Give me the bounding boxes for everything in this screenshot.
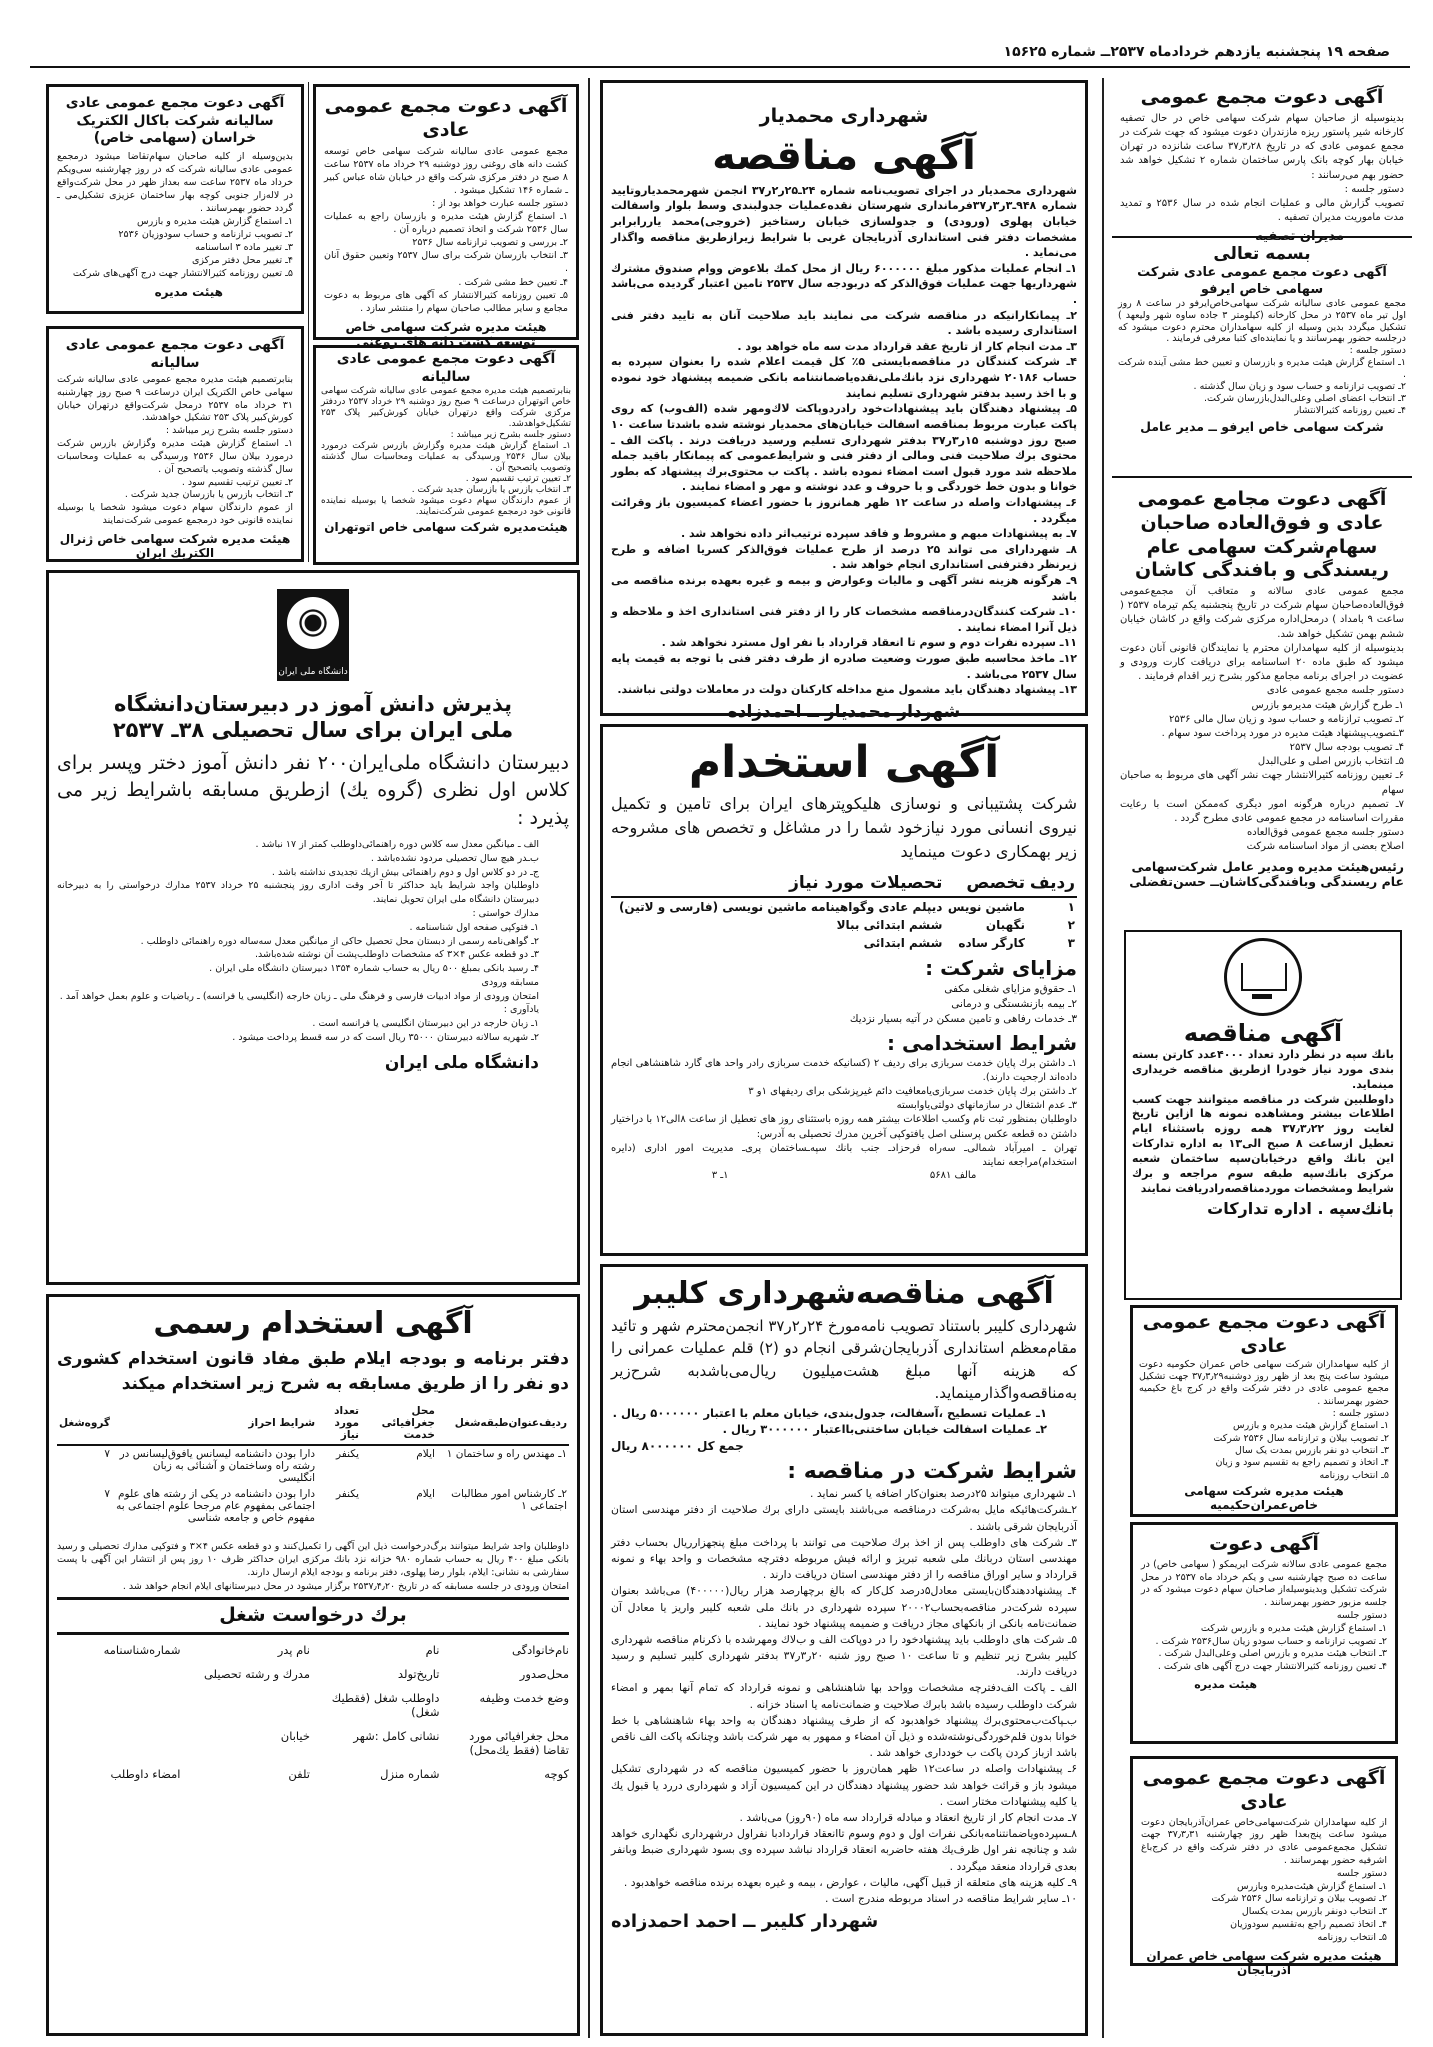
table-cell: ۱ [1067,900,1075,914]
ad-paragraph: ۷ـ به پیشنهادات مبهم و مشروط و فاقد سپرده ترتیب‌اثر داده نخواهد شد . [681,527,1077,541]
column-divider [1102,78,1104,2038]
ad-signature: دانشگاه ملی ایران [384,1052,539,1073]
condition-item: ۷ـ مدت انجام کار از تاریخ انعقاد و مبادله قرارداد سه ماه (۹۰روز) می‌باشد . [739,1810,1077,1824]
ad-omran-azarbaijan-assembly [1130,1756,1398,1977]
ad-number: ۱ـ ۳ [711,1170,729,1182]
ad-body [324,145,568,315]
ad-national-university-admission [46,570,580,1285]
ad-paragraph: دستور جلسه : [1332,1407,1389,1419]
form-field-label: تاریخ‌تولد [397,1667,440,1682]
ad-body [321,386,571,518]
ad-body [611,1405,1077,1438]
ad-signature: رئیس‌هیئت مدیره ومدیر عامل شرکت‌سهامی عام ریسندگی وبافندگی‌کاشان‌ــ حسن‌تفضلی [1129,858,1404,889]
page-dateline: صفحه ۱۹ پنجشنبه یازدهم خردادماه ۲۵۳۷ــ شماره ۱۵۶۲۵ [1003,44,1390,60]
ad-paragraph: ۱۳ـ پیشنهاد دهندگان باید مشمول منع مداخله کارکنان دولت در معاملات دولتی نباشند. [617,683,1077,697]
table-cell: ۷ [104,1447,111,1460]
ad-paragraph: بنابرتصمیم هیئت مدیره مجمع عمومی عادی سالیانه شرکت سهامی خاص الکتریک ایران درساعت ۹ صبح روز چهارشنبه ۳۱ خرداد ماه ۲۵۳۷ درمحل شرکت‌واقع درتهران خیابان کورش‌کبیر پلاک ۲۵۳ تشکیل خواهدشد. [57,374,293,424]
ad-paragraph: ۳ـ انتخاب اعضای اصلی وعلی‌البدل‌بازرسان شرکت. [1204,392,1406,404]
divider [57,1597,569,1600]
column-header: تعداد مورد نیاز [317,1402,361,1445]
jobs-table [611,870,1077,952]
ad-paragraph: ۳ـ انتخاب هیئت مدیره و بازرس اصلی وعلی‌البدل شرکت . [1158,1648,1387,1660]
form-field-label: داوطلب شغل (فقطیك شغل) [331,1691,440,1720]
ad-paragraph: بدین‌وسیله از کلیه صاحبان سهام‌تقاضا میشود درمجمع عمومی عادی سالیانه شرکت که در روز چهارشنبه سی‌ویکم خرداد ماه ۲۵۳۷ ساعت سه بعداز ظهر در محل شرکت‌واقع در لاله‌زار جنوبی کوچه بهار ساختمان عزیزی تشکیل‌می ـ گردد حضور بهمرسانند . [57,150,294,214]
ad-paragraph: ۵ـ انتخاب بازرس اصلی و علی‌البدل [1257,756,1404,768]
condition-item: ۳ـ عدم اشتغال در سازمانهای دولتی‌یاوابسته [896,1100,1077,1112]
condition-item: ۲ـ داشتن برك پایان خدمت سربازی‌یامعافیت دائم غیرپزشکی برای ردیفهای ۱و ۳ [748,1086,1077,1098]
column-header: تخصص [944,870,1027,897]
ad-paragraph: ۳ـ انتخاب دونفر بازرس بمدت یکسال [1241,1906,1387,1918]
ad-paragraph: از عموم دارندگان سهام دعوت میشود شخصا یا بوسیله نماینده قانونی خود درمجمع عمومی شرکت‌نمایند [57,502,293,526]
ad-paragraph: مجمع عمومی عادی سالانه شرکت ایریمکو ( سهامی خاص) در ساعت ده صبح چهارشنبه سی و یکم خرداد ماه ۲۵۳۷ در محل شرکت تشکیل وبدینوسیله‌از صاحبان سهام دعوت میشود که در جلسه مزبور حضور بهمرسانند . [1141,1558,1387,1609]
ad-paragraph: ۴ـ شرکت کنندگان در مناقصه‌بایستی ۵٪ کل قیمت اعلام شده را بعنوان سپرده به حساب ۲۰۱۸۶ شهرداری نزد بانك‌ملی‌نقده‌یاضمانتنامه بانکی ضمیمه پیشنهاد خود نموده و با اخذ رسید بدفتر شهرداری تسلیم نمایند [611,355,1078,400]
form-field-label: نام [425,1643,440,1658]
ad-body [1118,298,1406,417]
ad-body [57,150,293,281]
ad-paragraph: ۱۱ـ سپرده نفرات دوم و سوم تا انعقاد قرارداد با نفر اول مسترد نخواهد شد . [661,636,1077,650]
ad-paragraph: از کلیه سهامداران شرکت‌سهامی‌خاص عمران‌آذربایجان دعوت میشود ساعت پنج‌بعدا ظهر روز چهارشنبه ۳۷٫۳٫۳۱ جهت تشکیل مجمع‌عمومی عادی در دفتر شرکت واقع در کرج‌باغ اشرفیه حضور بهمرسانند . [1141,1816,1388,1866]
ad-paragraph: داوطلبان واجد شرایط میتوانند برگ‌درخواست ذیل این آگهی را تکمیل‌کنند و دو قطعه عکس ۴×۳ و فتوکپی مدارك تحصیلی و رسید بانکی مبلغ ۴۰۰ ریال به حساب شماره ۹۸۰ خزانه نزد بانك مرکزی ایران حداکثر ظرف ۱۰ روز پس از انتشار این آگهی با پست سفارشی به نشانی: ایلام، بلوار رضا پهلوی، دفتر برنامه و بودجه ایلام ارسال دارند. [57,1540,570,1579]
column-divider [308,82,309,562]
ad-paragraph: ۱ـ استماع گزارش هیئت مدیره و بازرس شرکت [1200,1622,1387,1634]
ad-title: آگهی دعوت مجمع عمومی عادی [1142,1767,1386,1813]
ad-paragraph: امتحان ورودی در جلسه مسابقه که در تاریخ ۲۵۳۷٫۴٫۲۰ برگزار میشود در محل دبیرستانهای ایلام انجام خواهد شد . [122,1580,569,1592]
flower-emblem-icon [287,597,339,649]
application-form [57,1643,569,1781]
ad-paragraph: ۱ـ استماع گزارش هیئت مدیره و بازرسان و تعیین خط مشی آینده شرکت . [1118,357,1406,380]
ad-paragraph: ۲ـ پیمانکارانیکه در مناقصه شرکت می نمایند باید صلاحیت آنان به تایید دفتر فنی استانداری رسیده باشد . [611,308,1077,338]
condition-item: ۵ـ شرکت های داوطلب باید پیشنهادخود را در دوپاکت الف و ب‌لاك ومهرشده با ذکرنام مناقصه شهرداری کلیبر بشرح زیر تنظیم و تا ساعت ۱۰ صبح روز شنبه ۲۰ر۳ر۳۷ بدفتر شهرداری کلیبر تسلیم و رسید دریافت دارند. [611,1632,1078,1679]
ad-paragraph: ۳ـ تغییر ماده ۳ اساسنامه [195,242,293,254]
table-cell: ۲ـ کارشناس امور مطالبات اجتماعی ۱ [451,1487,567,1512]
ad-bank-sepah-tender [1124,930,1402,1300]
ad-paragraph: ۱ـ استماع گزارش هیئت مدیره و بازرسان راجع به عملیات سال ۲۵۳۶ شرکت و اتخاذ تصمیم درباره آن . [324,211,568,236]
table-row [611,916,1077,934]
ad-pretitle: بسمه تعالی [1213,244,1311,264]
ad-signature: بانك‌سپه . اداره تدارکات [1207,1199,1394,1219]
ad-paragraph: ۲ـ تصویب بیلان و ترازنامه سال ۲۵۳۶ شرکت [1211,1893,1387,1905]
ad-title: آگهی دعوت مجمع عمومی عادی سالیانه [65,337,285,371]
ad-paragraph: ۳ـ دو قطعه عکس ۴×۳ که مشخصات داوطلب‌پشت آن نوشته شده‌باشد. [255,949,539,961]
ad-paragraph: ۴ـ رسید بانکی بمبلغ ۵۰۰ ریال به حساب شماره ۱۳۵۴ دبیرستان دانشگاه ملی ایران . [209,963,539,975]
ad-paragraph: ۳ـ مدت انجام کار از تاریخ عقد قرارداد مدت سه ماه خواهد بود . [737,339,1077,353]
condition-item: داوطلبان بمنظور ثبت نام وکسب اطلاعات بیشتر همه روزه باستثنای روز های تعطیل از ساعت ۸الی۱۲ با دراختیار داشتن ده قطعه عکس پرسنلی اصل یافتوکپی آخرین مدرك تحصیلی به آدرس: [611,1114,1077,1140]
ad-paragraph: ۵ـ تعیین روزنامه کثیرالانتشار که آگهی های مربوط به دعوت مجامع و سایر مطالب صاحبان سهام را منتشر سازد . [324,289,568,314]
ad-paragraph: مدارك خواستی : [472,907,539,919]
form-field-label: نام‌خانوادگی [512,1643,569,1658]
work-item: ۲ـ عملیات اسفالت خیابان ساختنی‌بااعتبار ۳۰۰۰۰۰۰ ریال . [722,1422,1047,1437]
benefit-item: ۳ـ خدمات رفاهی و تامین مسکن در آتیه بسیار نزدیك [849,1012,1077,1025]
ad-title: آگهی دعوت مجمع عمومی [1140,86,1384,108]
table-row [611,934,1077,952]
ad-body [1120,585,1404,855]
table-cell: ششم ابتدائی ببالا [836,918,943,932]
ad-paragraph: ۱ـ فتوکپی صفحه اول شناسنامه . [409,921,539,933]
ad-paragraph: ۱ـ استماع گزارش هیئت مدیره وگزارش بازرس شرکت درمورد بیلان سال ۲۵۳۶ ورسیدگی به عملیات ومحاسبات سال گذشته وتصویب یاتصحیح آن . [57,438,294,475]
ad-omran-hakimieh-assembly [1130,1305,1398,1517]
ad-signature: مدیران تصفیه [1255,229,1344,245]
ad-body [1141,1559,1387,1674]
ad-paragraph: ۱۲ـ ماخذ محاسبه طبق صورت وضعیت صادره از طرف دفتر فنی با توجه به قیمت پایه سال ۲۵۳۷ می‌باشد . [611,652,1077,681]
table-cell: ۲ [1067,918,1075,932]
ad-paragraph: شهرداری محمدیار در اجرای تصویب‌نامه شماره ۲۴ـ۲۵ر۲ر۳۷ انجمن شهرمحمدیاروتایید شماره ۹۴۸ـ۳ر۳ر۳۷فرمانداری شهرستان نقده‌عملیات جدولبندی وسط بلوار واسفالت خیابان پهلوی (ورودی) و جدولسازی خیابان رستاخیز (خروجی)محمد یاررابرابر مشخصات دفتر فنی استانداری آذربایجان غربی با شرایط زیرازطریق مناقصه واگذار می‌نماید . [611,183,1078,260]
ad-paragraph: ۵ـ انتخاب روزنامه [1319,1469,1389,1481]
ad-irfo-general-assembly [1112,241,1412,478]
ad-paragraph: ۵ـ پیشنهاد دهندگان باید پیشنهادات‌خود رادردوپاکت لاك‌ومهر شده (الف‌وب) که روی پاکت عبارت مربوط بمناقصه اسفالت خیابان‌های محمدیار نوشته شده باشدتا ساعت ۱۰ صبح روز دوشنبه ۱۵ر۳ر۳۷ بدفتر شهرداری تسلیم ورسید دریافت درند . پاکت الف ـ محتوی برك صلاحیت فنی ومالی از دفتر فنی و شرایط‌عمومی که پیمانکار باقید جمله ملاحظه شد مورد قبول است امضاء نموده باشد . پاکت ب محتوی‌برك پیشنهاد که بطور خوانا و بدون خط خوردگی و با حروف و عدد نوشته و مهر و امضاء نمایند . [611,402,1077,494]
ad-paragraph: ۲ـ بررسی و تصویب ترازنامه سال ۲۵۳۶ [412,237,568,249]
form-field-label: تلفن [288,1767,310,1782]
table-cell: ایلام [416,1447,435,1460]
column-header: شرایط احراز [112,1402,317,1445]
form-field-label: شماره‌شناسنامه [103,1643,181,1658]
table-cell: ششم ابتدائی [863,936,943,950]
ad-paragraph: ۴ـ تعیین خط مشی شرکت . [458,276,568,288]
ad-paragraph: ۲ـ تصویب ترازنامه و حساب سودو زیان سال۲۵۳۶ شرکت . [1155,1635,1387,1647]
ad-title: آگهی دعوت مجمع عمومی عادی سالیانه [336,351,556,385]
bank-sepah-emblem-icon [1224,938,1302,1016]
condition-item: ۲ـشرکت‌هائیکه مایل به‌شرکت درمناقصه می‌باشند بایستی دارای برك صلاحیت از دفتر مهندسی استان آذربایجان شرقی باشند . [611,1503,1077,1533]
ad-paragraph: دستور جلسه مجمع عمومی عادی [1266,685,1404,697]
ad-paragraph: دستور جلسه بشرح زیر میباشد : [165,425,293,437]
ad-paragraph: بانك سپه در نظر دارد تعداد ۴۰۰۰عدد کارتن بسته بندی مورد نیاز خودرا ازطریق مناقصه خریداری مینماید. [1132,1048,1395,1091]
ad-paragraph: ۴ـ تعیین روزنامه کثیرالانتشار جهت درج آگهی های شرکت . [1157,1661,1387,1673]
ad-paragraph: ۳ـ انتخاب بازرس یا بازرسان جدید شرکت . [124,489,293,501]
ad-paragraph: داوطلبین شرکت در مناقصه میتوانند جهت کسب اطلاعات بیشتر ومشاهده نمونه ها ازاین تاریخ لغایت روز ۳۷٫۳٫۲۲ همه روزه باستثناء ایام تعطیل ازساعت ۸ صبح الی۱۳ به اداره تدارکات این بانك واقع درخیابان‌سپه ساختمان شعبه مرکزی بانك‌سپه طبقه سوم مراجعه و برك شرایط ومشخصات موردمناقصه‌رادریافت نمایند [1132,1092,1394,1195]
table-cell: یکنفر [336,1447,359,1460]
ad-paragraph: ۱ـ استماع گزارش هیئت مدیره و بازرس [136,216,293,228]
ad-intro: دبیرستان دانشگاه ملی‌ایران۲۰۰ نفر دانش آموز دختر وپسر برای کلاس اول نظری (گروه یك) ازطریق مسابقه باشرایط زیر می پذیرد : [57,751,569,829]
ad-paragraph: ج‌ـ در دو کلاس اول و دوم راهنمائی بیش ازیك تجدیدی نداشته باشد . [271,866,539,878]
condition-item: الف ـ پاکت الف‌دفترچه مشخصات وواحد بها شاهنشاهی و نمونه قرارداد که تمام آنها بمهر و امضاء شرکت داوطلب رسیده باشد بابرك صلاحیت و ضمانت‌نامه یا اسناد خزانه . [611,1681,1077,1711]
column-header: گروه‌شغل [57,1402,112,1445]
ad-paragraph: بدینوسیله از کلیه سهامداران محترم یا نمایندگان قانونی آنان دعوت میشود که طبق ماده ۲۰ اساسنامه برای دریافت کارت ورودی و عضویت در اجرای برنامه مجامع مذکور بشرح زیر اقدام فرمایند . [1120,642,1405,683]
condition-item: ۱ـ داشتن برك پایان خدمت سربازی برای ردیف ۲ (کسانیکه خدمت سربازی رادر واحد های گارد شاهنشاهی انجام داده‌اند ارجحیت دارند). [611,1057,1077,1083]
ad-signature: هیئت مدیره شرکت سهامی خاص توسعه کشت دانه های روغنی [345,318,547,349]
application-form-title: برك درخواست شغل [219,1604,407,1627]
logo-text: دانشگاه ملی ایران [278,667,348,677]
ad-paragraph: ۲ـ تعیین ترتیب تقسیم سود . [465,473,571,484]
ad-paragraph: ۳ـ انتخاب دو نفر بازرس بمدت یک سال [1235,1444,1389,1456]
ad-paragraph: مسابقه ورودی [481,976,539,988]
ad-paragraph: مجمع عمومی عادی سالانه و متعاقب آن مجمع‌عمومی فوق‌العاده‌صاحبان سهام شرکت در تاریخ پنجشنبه یکم تیرماه ۲۵۳۷ ( ساعت ۹ بامداد ) درمحل‌اداره مرکزی شرکت واقع در کاشان خیابان ششم بهمن تشکیل خواهد شد. [1120,586,1404,640]
ad-body [57,374,293,528]
ad-paragraph: دستور جلسه : [1349,345,1406,357]
ad-kashan-textile-assembly [1112,480,1412,922]
ad-paragraph: دستور جلسه بشرح زیر میباشد : [450,429,571,440]
conditions-heading: شرایط شرکت در مناقصه : [787,1459,1077,1485]
national-university-logo [277,589,349,681]
table-cell: ۱ـ مهندس راه و ساختمان ۱ [446,1447,567,1460]
ad-mohammadyar-tender [600,80,1088,722]
ad-title: آگهی استخدام [688,737,1000,788]
form-field-label: محل جغرافیائی مورد تقاضا (فقط یك‌محل) [469,1729,569,1758]
form-field-label [187,1691,311,1719]
ad-paragraph: از عموم دارندگان سهام دعوت میشود شخصا یا بوسیله نماینده قانونی خود درمجمع عمومی شرکت‌نمایند. [321,495,571,517]
ad-body [1120,112,1404,226]
benefit-item: ۱ـ حقوق‌و مزایای شغلی مکفی [944,983,1077,995]
ad-paragraph: ۴ـ تغییر محل دفتر مرکزی [192,255,293,267]
ad-signature: هیئت مدیره [1194,1678,1257,1692]
ad-helicopter-employment [600,724,1088,1256]
ad-body [57,1540,569,1594]
condition-item: ب‌ـپاکت‌ب‌محتوی‌برك پیشنهاد خواهدبود که از طرف پیشنهاد دهندگان به واحد بهاء شاهنشاهی با خط خوانا بدون قلم‌خوردگی‌نوشته‌شده و ذیل آن امضاء و ممهور به مهر شرکت باشد وچنانکه پاکت الف ناقص باشد ازباز کردن پاکت ب خودداری خواهد شد . [611,1713,1077,1760]
column-header: ردیف‌عنوان‌طبقه‌شغل [437,1402,569,1445]
ad-paragraph: دستور جلسه [1336,1867,1387,1879]
ad-paragraph: ۵ـ انتخاب روزنامه [1317,1931,1387,1943]
condition-item: ۱ـ شهرداری میتواند ۲۵درصد بعنوان‌کار اضافه یا کسر نماید . [809,1487,1077,1501]
ad-paragraph: دستور جلسه عبارت خواهد بود از : [432,197,568,209]
positions-table [57,1402,569,1526]
table-cell: ۳ [1067,936,1075,950]
table-header-row [57,1402,569,1445]
column-header: محل جغرافیائی خدمت [361,1402,437,1445]
ad-paragraph: الف ـ میانگین معدل سه کلاس دوره راهنمائی‌داوطلب کمتر از ۱۷ نباشد . [255,839,539,851]
ad-intro: دفتر برنامه و بودجه ایلام طبق مفاد قانون استخدام کشوری دو نفر را از طریق مسابقه به شرح زیر استخدام میکند [57,1348,569,1394]
ad-paragraph: ۳ـ انتخاب بازرسان شرکت برای سال ۲۵۳۷ وتعیین حقوق آنان . [324,250,568,275]
ad-paragraph: ۵ـ تعیین روزنامه کثیرالانتشار جهت درج آگهی‌های شرکت [72,268,293,280]
ad-signature: هیئت مدیره شرکت سهامی خاص‌عمران‌حکیمیه [1184,1483,1344,1512]
ad-paragraph: ۴ـ اتخاذ و تصمیم راجع به تقسیم سود و زیان [1215,1457,1389,1469]
ad-body [611,982,1077,1027]
masthead [30,44,1410,68]
ad-signature: هیئت مدیره شرکت سهامی خاص عمران آذربایجان [1146,1948,1382,1977]
ad-general-electric-assembly [46,326,304,562]
ad-paragraph: ۴ـ تعیین روزنامه کثیرالانتشار [1294,404,1406,416]
ad-paragraph: ۱ـ استماع گزارش هیئت مدیره و بازرس [1232,1420,1389,1432]
ad-paragraph: دستور جلسه [1336,1610,1387,1621]
ad-signature: هیئت مدیره [154,284,223,299]
ad-paragraph: مجمع عمومی عادی سالیانه شرکت سهامی خاص توسعه کشت دانه های روغنی روز دوشنبه ۲۹ خرداد ماه ۲۵۳۷ ساعت ۸ صبح در دفتر مرکزی شرکت واقع در خیابان شاه عباس کبیر ـ شماره ۱۴۶ تشکیل میشود . [324,145,569,196]
condition-item: ۴ـ پیشنهاددهندگان‌بایستی معادل۵درصد کل‌کار که بالغ برچهارصد هزار ریال(۴۰۰۰۰۰) می‌باشد بعنوان سپرده شرکت‌در مناقصه‌بحساب۲۰۰۰۲ سپرده شهرداری در بانك ملی شعبه کلیبر واریز یا معادل آن ضمانت‌نامه بانکی از بانکهای مجاز دریافت و ضمیمه پیشنهاد خود نمایند . [611,1584,1078,1630]
ad-autotehran-assembly [313,345,579,565]
ad-paragraph: ۱ـ استماع گزارش هیئت‌مدیره وبازرس [1237,1880,1387,1892]
ad-body [611,1486,1077,1907]
ad-oilseeds-assembly [313,84,579,349]
ad-body [611,1057,1077,1171]
ad-title: آگهی دعوت مجامع عمومی عادی و فوق‌العاده صاحبان سهام‌شرکت سهامی عام ریسندگی و بافندگی کاشان [1135,488,1389,582]
ad-title: آگهی مناقصه [712,132,976,179]
ad-paragraph: دستور جلسه مجمع عمومی فوق‌العاده [1247,827,1404,839]
ad-paragraph: ۱۰ـ شرکت کنندگان‌درمناقصه مشخصات کار را از دفتر فنی استانداری اخذ و ملاحظه و ذیل آنرا امضاء نمایند . [611,605,1077,634]
ad-title: آگهی دعوت [1209,1533,1319,1555]
ad-intro: شهرداری کلیبر باستناد تصویب نامه‌مورخ ۲۴ر۲ر۳۷ انجمن‌محترم شهر و تائید مقام‌معظم استانداری آذربایجان‌شرقی انجام دو (۲) قلم عملیات عمرانی را که هزینه آنها مبلغ هشت‌میلیون ریال‌می‌باشدبه شرح‌زیر به‌مناقصه‌واگذارمینماید. [611,1316,1077,1402]
ad-paragraph: ۲ـ تصویب ترازنامه و حساب سود و زیان سال مالی ۲۵۳۶ [1169,713,1404,725]
table-cell: ایلام [416,1487,435,1500]
form-field-label: امضاء داوطلب [110,1767,181,1782]
condition-item: ۱۰ـ سایر شرایط مناقصه در اسناد مربوطه مندرج است . [825,1891,1077,1905]
ad-body [1139,1359,1389,1482]
form-field-label: کوچه [544,1767,569,1782]
ad-signature: شرکت سهامی خاص ایرفو ــ مدیر عامل [1140,418,1384,434]
condition-item: تهران ـ امیرآباد شمالی‌ـ سه‌راه فرحزادـ جنب بانك سپه‌ـساختمان پری‌ـ مدیریت امور اداری (دایره استخدام)مراجعه نمایند [611,1142,1077,1169]
table-header-row [611,870,1077,897]
ad-title: آگهی دعوت مجمع عمومی عادی شرکت سهامی خاص ایرفو [1137,265,1387,297]
form-field-label: خیابان [280,1729,310,1744]
column-divider [588,78,590,2038]
ad-paragraph: ۴ـ اتخاذ تصمیم راجع به‌تقسیم سودوزیان [1230,1919,1387,1930]
form-field-label: وضع خدمت وظیفه [479,1691,569,1706]
ad-paragraph: بدینوسیله از صاحبان سهام شرکت سهامی خاص در حال تصفیه کارخانه شیر پاستور ریزه مازندران دعوت میشود که جهت شرکت در مجمع عمومی عادی که در تاریخ ۳۷٫۳٫۲۸ ساعت شانزده در تهران خیابان بهار کوچه بانک پارس ساختمان شماره ۲ تشکیل خواهد شد حضور بهم می‌رسانند : [1120,112,1404,181]
form-field-label [57,1691,181,1719]
ad-paragraph: امتحان ورودی از مواد ادبیات فارسی و فرهنگ ملی ـ زبان خارجه (انگلیسی یا فرانسه) ـ ریاضیات و علوم بعمل خواهد آمد . [59,990,539,1002]
ad-paragraph: ۶ـ تعیین روزنامه کثیرالانتشار جهت نشر آگهی های مربوط به صاحبان سهام [1120,770,1404,796]
ad-title: آگهی دعوت مجمع عمومی عادی [1142,1311,1386,1357]
ad-paragraph: ۲ـ گواهی‌نامه رسمی از دبستان محل تحصیل حاکی از میانگین معدل سه‌ساله دوره راهنمائی داوطلب . [140,935,539,947]
form-field-label: نام پدر [277,1643,310,1658]
ad-body [1141,1817,1387,1945]
ad-paragraph: ۲ـ شهریه سالانه دبیرستان ۳۵۰۰۰ ریال است که در سه قسط پرداخت میشود . [232,1031,539,1043]
table-cell: یکنفر [336,1487,359,1500]
ad-paragraph: ۲ـ تعیین ترتیب تقسیم سود . [181,476,293,488]
table-row [611,897,1077,916]
ad-paragraph: ۱ـ زبان خارجه در این دبیرستان انگلیسی یا فرانسه است . [312,1018,539,1030]
ad-paragraph: دستور جلسه : [1344,183,1404,195]
ad-paragraph: ۱ـ طرح گزارش هیئت مدیرمو بازرس [1251,699,1404,711]
table-cell: ۷ [104,1487,111,1500]
ad-paragraph: ۲ـ تصویب بیلان و ترازنامه سال ۲۵۳۶ شرکت [1213,1432,1389,1444]
form-field-label: مدرك و رشته تحصیلی [203,1667,310,1682]
form-field-label: نشانی کامل :شهر [353,1729,440,1744]
ad-paragraph: ۲ـ تصویب ترازنامه و حساب سود و زیان سال گذشته . [1193,380,1406,392]
table-cell: دارا بودن دانشنامه لیسانس یافوق‌لیسانس در رشته راه وساختمان و آشنائی به زبان انگلیسی [119,1447,316,1484]
ad-paragraph: بنابرتصمیم هیئت مدیره مجمع عمومی عادی سالیانه شرکت سهامی خاص اتوتهران درساعت ۹ صبح روز دوشنبه ۲۹ خرداد ۲۵۳۷ دردفتر مرکزی شرکت واقع درتهران خیابان کورش‌کبیر پلاک ۲۵۳ تشکیل‌خواهدشد. [321,386,571,429]
condition-item: ۶ـ پیشنهادات واصله در ساعت۱۲ ظهر همان‌روز با حضور کمیسیون مناقصه که در شهرداری تشکیل میشود باز و قرائت خواهد شد حضور پیشنهاد دهندگان در این کمیسیون آزاد و شهرداری دررد یا قبول یك یا کلیه پیشنهادات مختار است . [611,1762,1078,1808]
ad-intro: شرکت پشتیبانی و نوسازی هلیکوپترهای ایران برای تامین و تکمیل نیروی انسانی مورد نیازخود شما را در مشاغل و تخصص های مشروحه زیر بهمکاری دعوت مینماید [611,794,1077,861]
ad-paragraph: ب‌ـدر هیچ سال تحصیلی مردود نشده‌باشد . [370,852,539,864]
ad-paragraph: تصویب گزارش مالی و عملیات انجام شده در سال ۲۵۳۶ و تمدید مدت ماموریت مدیران تصفیه . [1120,197,1404,224]
ad-paragraph: مجمع عمومی عادی سالیانه شرکت سهامی‌خاص‌ایرفو در ساعت ۸ روز اول تیر ماه ۲۵۳۷ در محل کارخانه (کیلومتر ۳ جاده ساوه شهر ولیعهد ) تشکیل میگردد بدین وسیله از کلیه سهامداران محترم دعوت میشود که درجلسه حضور بهمرسانند و یا نماینده‌ای کتبا معرفی فرمایند . [1118,297,1407,345]
ad-title: پذیرش دانش آموز در دبیرستان‌دانشگاه ملی ایران برای سال تحصیلی ۳۸ـ ۲۵۳۷ [112,692,514,743]
column-header: تحصیلات مورد نیاز [611,870,944,897]
total-amount: جمع کل ۸۰۰۰۰۰۰ ریال [611,1438,744,1453]
benefit-item: ۲ـ بیمه بازنشستگی و درمانی [951,997,1077,1010]
ad-body [611,183,1077,698]
ad-kaleybar-tender [600,1264,1088,2036]
ad-paragraph: یادآوری : [503,1004,539,1016]
ad-title: آگهی مناقصه [1183,1019,1343,1047]
column-header: ردیف [1027,870,1077,897]
conditions-heading: شرایط استخدامی : [887,1030,1077,1055]
ad-bakal-electric-assembly [46,84,304,314]
table-row [57,1486,569,1526]
ad-signature: هیئت‌مدیره شرکت سهامی خاص اتوتهران [324,519,568,534]
ad-body [1132,1048,1394,1196]
ad-paragraph: ۲ـ تصویب ترازنامه و حساب سودوزیان ۲۵۳۶ [118,229,293,241]
ad-pretitle: شهرداری محمدیار [759,105,929,127]
ad-paragraph: اصلاح بعضی از مواد اساسنامه شرکت [1246,841,1404,853]
ad-paragraph: ۹ـ هرگونه هزینه نشر آگهی و مالیات وعوارض و بیمه و غیره بعهده برنده مناقصه می باشد [611,573,1077,603]
ad-official-employment-ilam [46,1294,580,2036]
table-cell: ماشین نویس [947,900,1025,914]
ad-paragraph: ۶ـ پیشنهادات واصله در ساعت ۱۲ ظهر همانروز با حضور اعضاء کمیسیون باز وقرائت میگردد . [611,495,1077,525]
table-cell: کارگر ساده [958,936,1025,950]
divider [57,1632,569,1635]
table-body [611,897,1077,952]
table-cell: دارا بودن دانشنامه در یکی از رشته های علوم اجتماعی بمفهوم عام مرجحا علوم اجتماعی به مفهوم خاص و جامعه شناسی [116,1487,316,1524]
ad-signature: هیئت مدیره شرکت سهامی خاص ژنرال الکتریك ایران [59,531,291,560]
ad-paragraph: ۳ـ انتخاب بازرس یا بازرسان جدید شرکت . [411,484,571,495]
ad-title: آگهی دعوت مجمع عمومی عادی سالیانه شرکت باکال الکتریک خراسان (سهامی خاص) [65,95,285,146]
ad-signature: شهردار محمدیار ــ احمدزاده [727,701,961,722]
condition-item: ۹ـ کلیه هزینه های متعلقه از قبیل آگهی، مالیات ، عوارض ، بیمه و غیره بعهده برنده مناقصه خواهدبود . [623,1875,1077,1889]
ad-iribco-invitation [1130,1522,1398,1744]
ad-paragraph: داوطلبان واجد شرایط باید حداکثر تا آخر وقت اداری روز پنجشنبه ۲۵ خرداد ۲۵۳۷ مدارك درخواستی را به دبیرخانه دبیرستان دانشگاه ملی ایران تحویل نمایند. [57,880,539,906]
form-field-label [57,1667,181,1681]
ad-paragraph: ۱ـ انجام عملیات مذکور مبلغ ۶۰۰۰۰۰۰ ریال از محل کمك بلاعوض ووام صندوق مشترك شهرداریها جهت عملیات فوق‌الذکر که دربودجه سال ۲۵۳۷ تامین اعتبار گردیده می‌باشد . [611,261,1077,307]
ad-paragraph: ۳ـتصویب‌پیشنهاد هیئت مدیره در مورد پرداخت سود سهام . [1161,727,1404,739]
ad-paragraph: ۸ـ شهردارای می تواند ۲۵ درصد از طرح عملیات فوق‌الذکر کسریا اضافه و طرح زیرنظر دفترفنی استانداری انجام خواهد شد . [611,542,1077,572]
work-item: ۱ـ عملیات تسطیح ،آسفالت، جدول‌بندی، خیابان معلم با اعتبار ۵۰۰۰۰۰۰ ریال . [612,1405,1047,1420]
ad-paragraph: ۱ـ استماع گزارش هیئت مدیره وگزارش بازرس شرکت درمورد بیلان سال ۲۵۳۶ ورسیدگی به عملیات ومحاسبات سال گذشته وتصویب یاتصحیح آن . [321,440,571,473]
form-field-label [57,1729,181,1757]
ad-paragraph: ۷ـ تصمیم درباره هرگونه امور دیگری که‌ممکن است با رعایت مقررات اساسنامه در مجمع عمومی عادی مطرح گردد . [1120,798,1404,824]
form-field-label: محل‌صدور [519,1667,569,1682]
table-row [57,1445,569,1486]
ad-title: آگهی استخدام رسمی [153,1306,473,1341]
condition-item: ۳ـ شرکت های داوطلب پس از اخذ برك صلاحیت می توانند با پرداخت مبلغ پنجهزارریال بحساب دفتر مهندسی استان دربانك ملی شعبه تبریز و ارائه فیش مربوطه دفترچه مشخصات و واحد بهاء و نمونه قرارداد و سایر اوراق مناقصه را از دفتر مهندسی استان دریافت دارند . [611,1535,1077,1582]
table-cell: نگهبان [985,918,1025,932]
condition-item: ۸ـسپرده‌ویاضمانتنامه‌بانکی نفرات اول و دوم وسوم تاانعقاد قراردادبا نفراول درشهرداری نگهداری خواهد شد و چنانچه نفر اول ظرف‌یك هفته حاضربه انعقاد قرارداد نباشد سپرده وی بسود شهرداری ضبط وبانفر بعدی قرارداد منعقد میگردد . [611,1827,1077,1873]
ad-paragraph: از کلیه سهامداران شرکت سهامی خاص عمران حکومیه دعوت میشود ساعت پنج بعد از ظهر روز دوشنبه۳۷٫۳٫۲۹ جهت تشکیل مجمع عمومی عادی در دفتر شرکت واقع در کرج باغ حکیمیه حضور بهمرسانند . [1139,1358,1389,1407]
ad-body [57,838,569,1044]
table-body [57,1445,569,1526]
ad-code: مالف ۵۶۸۱ [929,1170,977,1182]
ad-pastor-general-assembly [1112,78,1412,245]
table-cell: دیپلم عادی وگواهینامه ماشین نویسی (فارسی و لاتین) [618,900,943,914]
ad-signature: شهردار کلیبر ــ احمد احمدزاده [611,1911,879,1933]
form-field-label: شماره منزل [380,1767,440,1782]
benefits-heading: مزایای شرکت : [925,956,1077,980]
ad-title: آگهی دعوت مجمع عمومی عادی [324,95,568,141]
ad-paragraph: ۴ـ تصویب بودجه سال ۲۵۳۷ [1289,742,1404,754]
ad-title: آگهی مناقصه‌شهرداری کلیبر [634,1276,1054,1311]
